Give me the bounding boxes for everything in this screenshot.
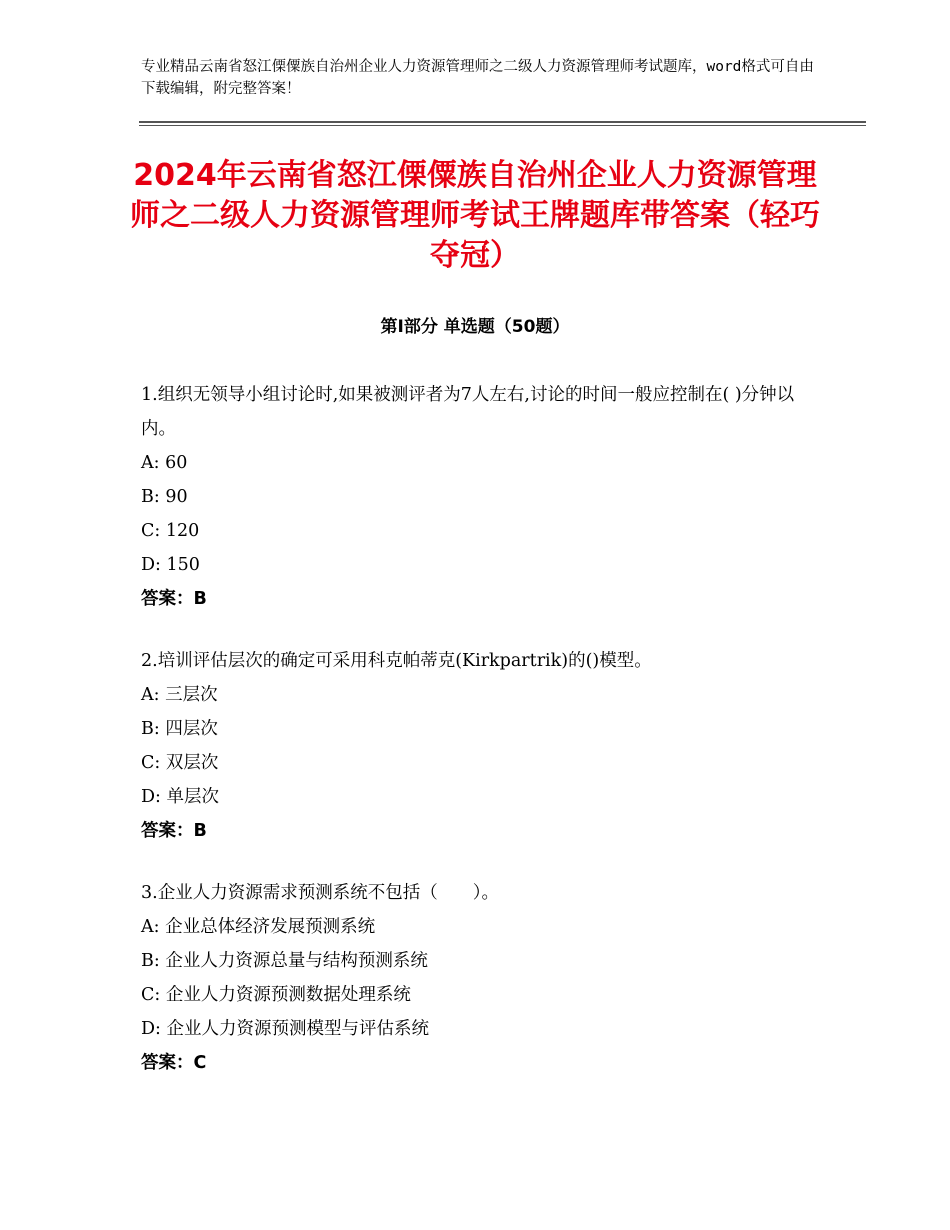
- question-stem: 3.企业人力资源需求预测系统不包括（ ）。: [141, 883, 499, 903]
- question-option: B: 90: [141, 487, 188, 507]
- question-answer: 答案：B: [141, 821, 207, 841]
- question-option: C: 120: [141, 521, 200, 541]
- question-list: [141, 378, 821, 1108]
- question-option: C: 双层次: [141, 753, 219, 773]
- question-option: C: 企业人力资源预测数据处理系统: [141, 985, 411, 1005]
- header-note: 专业精品云南省怒江傈僳族自治州企业人力资源管理师之二级人力资源管理师考试题库，word格式可自由下载编辑，附完整答案！: [141, 59, 814, 97]
- question-answer: 答案：C: [141, 1053, 207, 1073]
- question-option: B: 企业人力资源总量与结构预测系统: [141, 951, 428, 971]
- question-item: [141, 378, 821, 616]
- question-option: A: 三层次: [141, 685, 218, 705]
- question-option: B: 四层次: [141, 719, 218, 739]
- question-option: D: 企业人力资源预测模型与评估系统: [141, 1019, 429, 1039]
- question-option: A: 60: [141, 453, 188, 473]
- question-item: [141, 644, 821, 848]
- document-title: 2024年云南省怒江傈僳族自治州企业人力资源管理师之二级人力资源管理师考试王牌题库带答案（轻巧夺冠）: [130, 158, 820, 273]
- question-item: [141, 876, 821, 1080]
- question-option: A: 企业总体经济发展预测系统: [141, 917, 376, 937]
- question-option: D: 单层次: [141, 787, 219, 807]
- question-option: D: 150: [141, 555, 200, 575]
- header-rule-thick: [139, 121, 866, 123]
- question-stem: 2.培训评估层次的确定可采用科克帕蒂克(Kirkpartrik)的()模型。: [141, 651, 652, 671]
- header-rule-thin: [139, 125, 866, 126]
- section-title: 第Ⅰ部分 单选题（50题）: [380, 317, 570, 337]
- question-answer: 答案：B: [141, 589, 207, 609]
- question-stem: 1.组织无领导小组讨论时,如果被测评者为7人左右,讨论的时间一般应控制在( )分钟以内。: [141, 385, 795, 439]
